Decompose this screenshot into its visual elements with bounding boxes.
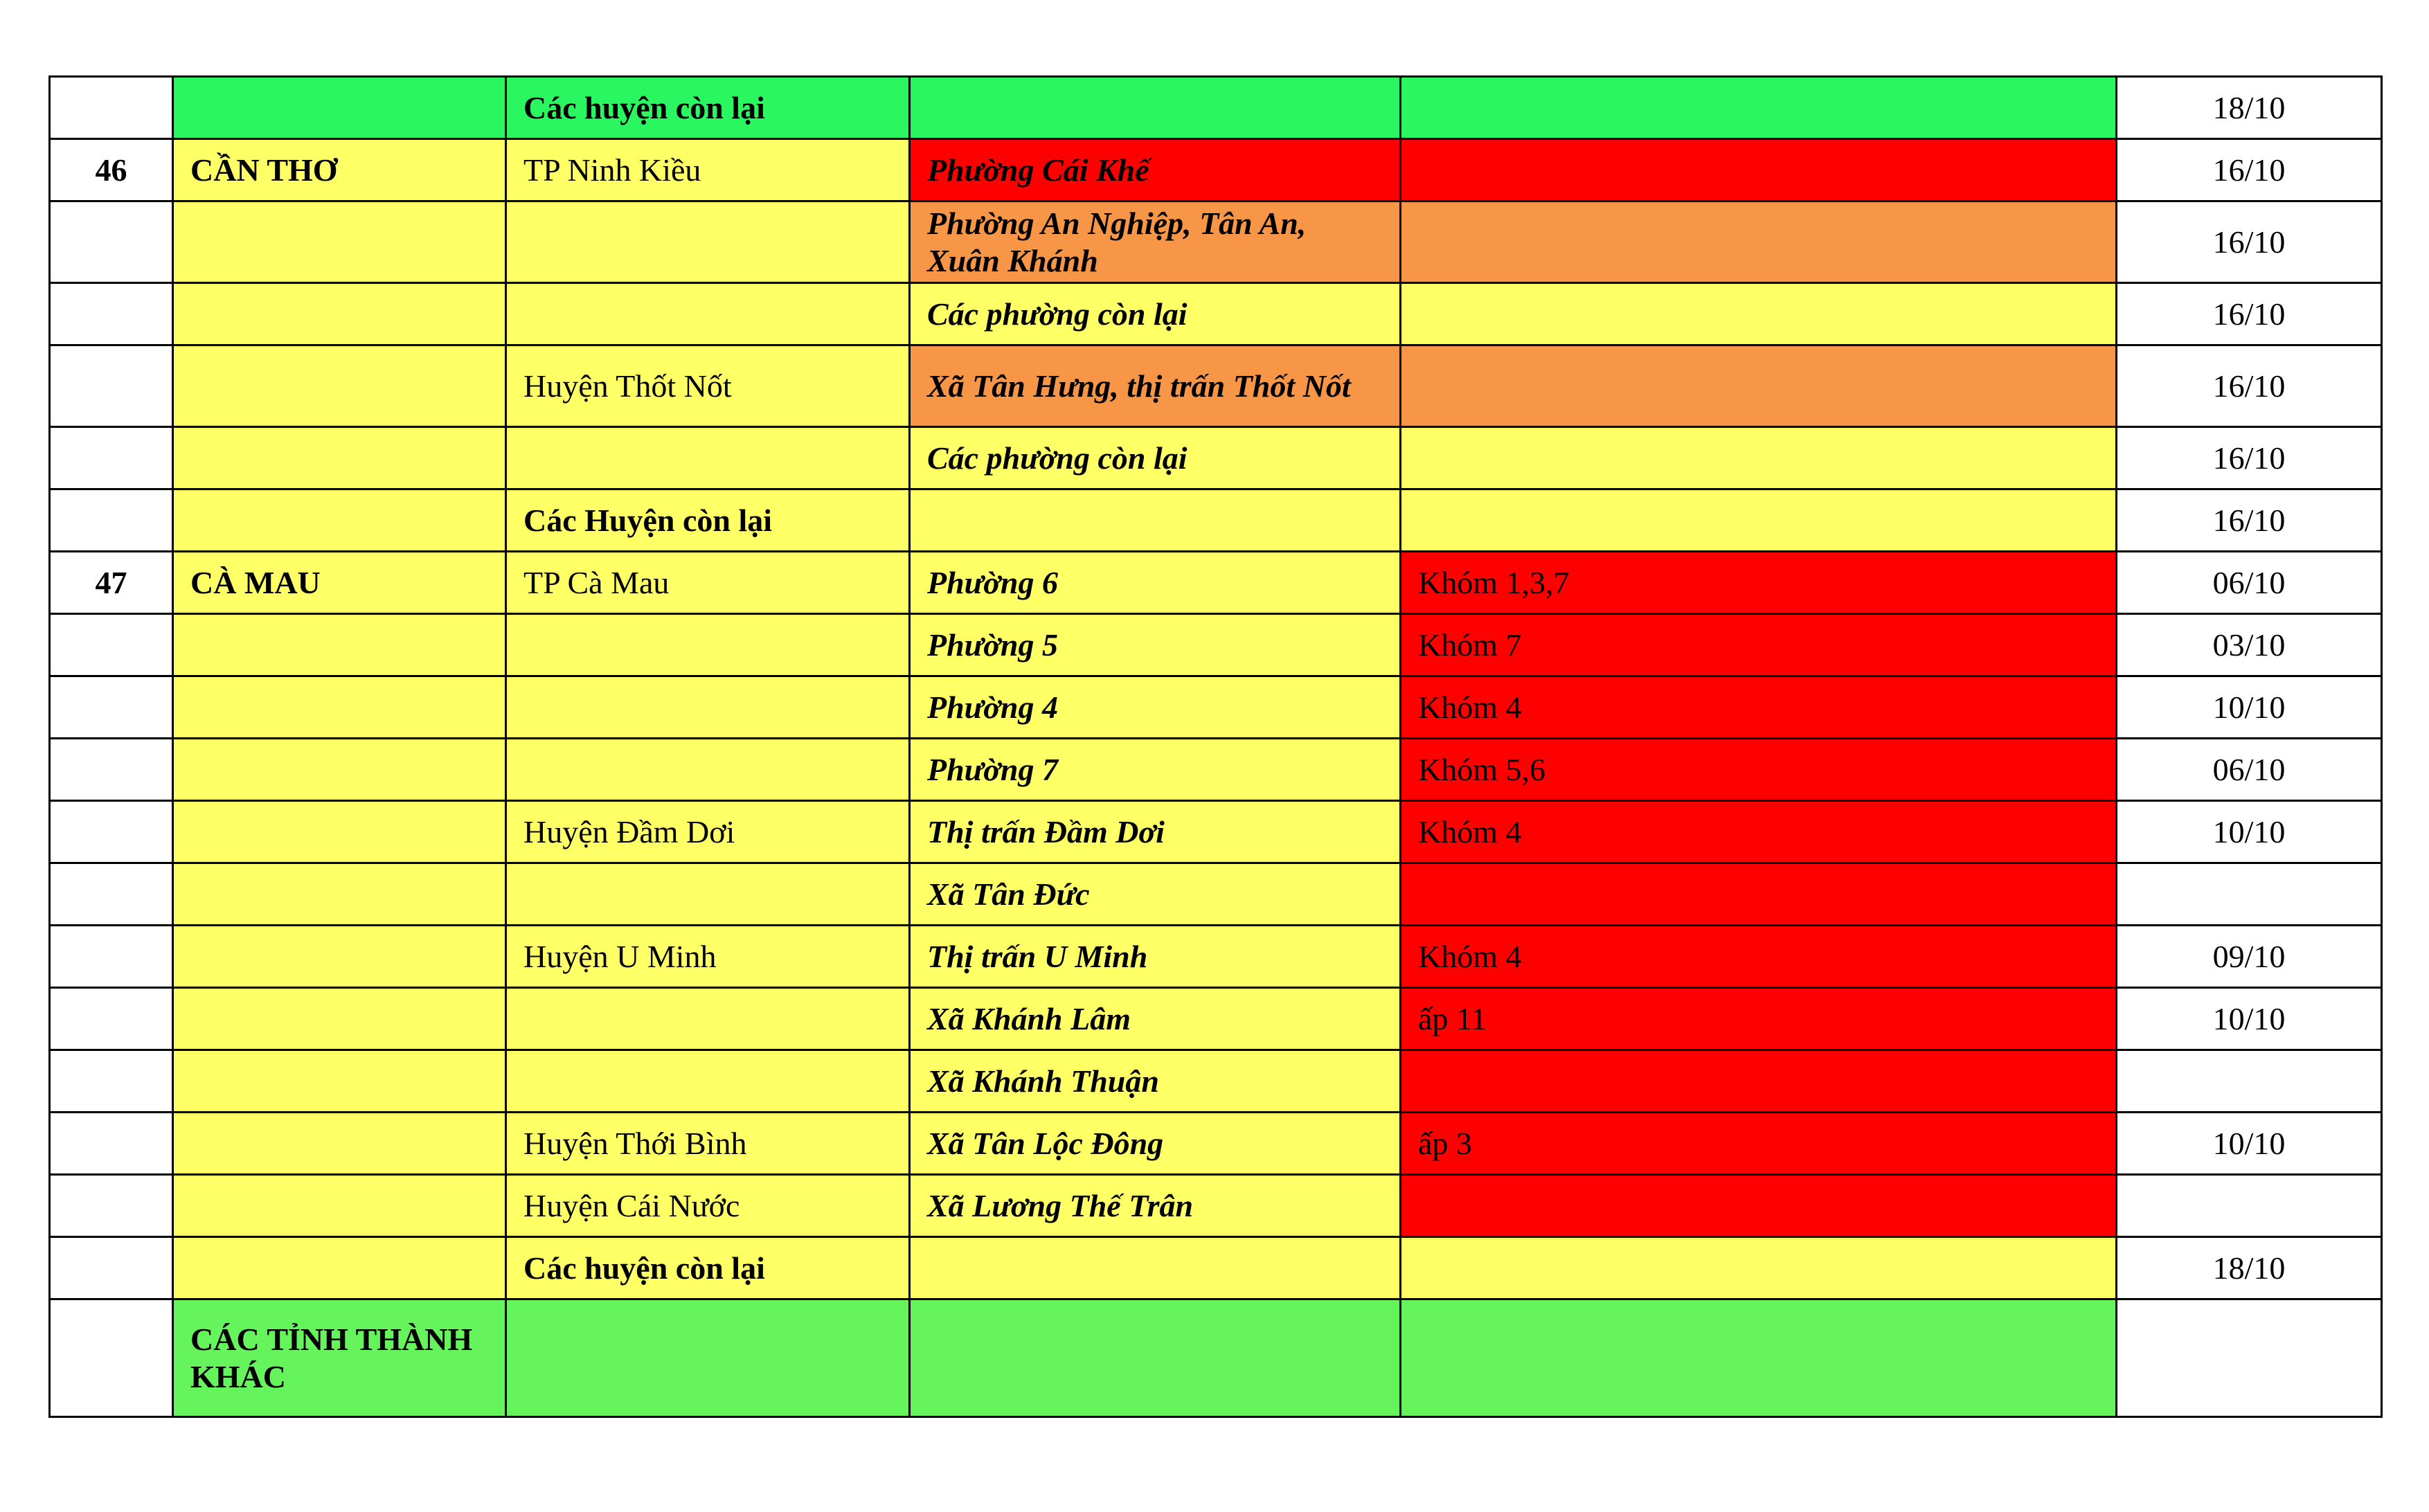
stt-cell bbox=[50, 1050, 173, 1113]
ward-cell: Các phường còn lại bbox=[910, 283, 1401, 345]
district-cell bbox=[506, 201, 910, 283]
area-cell bbox=[1401, 427, 2117, 489]
district-cell bbox=[506, 614, 910, 676]
ward-cell: Xã Lương Thế Trân bbox=[910, 1175, 1401, 1237]
stt-cell bbox=[50, 1299, 173, 1417]
district-cell bbox=[506, 1050, 910, 1113]
province-cell: CẦN THƠ bbox=[173, 139, 506, 201]
district-cell: Huyện Thốt Nốt bbox=[506, 345, 910, 427]
district-cell: Các huyện còn lại bbox=[506, 77, 910, 139]
table-row bbox=[50, 988, 2382, 1050]
province-cell bbox=[173, 1237, 506, 1299]
province-cell bbox=[173, 427, 506, 489]
table-body bbox=[50, 77, 2382, 1417]
table-row bbox=[50, 1113, 2382, 1175]
ward-cell: Phường Cái Khế bbox=[910, 139, 1401, 201]
district-cell: Các huyện còn lại bbox=[506, 1237, 910, 1299]
district-cell: TP Cà Mau bbox=[506, 552, 910, 614]
table-row bbox=[50, 1050, 2382, 1113]
ward-cell bbox=[910, 489, 1401, 552]
stt-cell bbox=[50, 801, 173, 863]
table-row bbox=[50, 283, 2382, 345]
date-cell: 03/10 bbox=[2117, 614, 2382, 676]
stt-cell bbox=[50, 614, 173, 676]
table-row bbox=[50, 1299, 2382, 1417]
district-cell: Huyện Cái Nước bbox=[506, 1175, 910, 1237]
date-cell: 18/10 bbox=[2117, 1237, 2382, 1299]
district-cell bbox=[506, 283, 910, 345]
province-cell bbox=[173, 676, 506, 739]
stt-cell: 47 bbox=[50, 552, 173, 614]
ward-cell: Xã Khánh Lâm bbox=[910, 988, 1401, 1050]
area-cell: Khóm 1,3,7 bbox=[1401, 552, 2117, 614]
table-row bbox=[50, 139, 2382, 201]
province-cell bbox=[173, 489, 506, 552]
district-cell bbox=[506, 1299, 910, 1417]
district-cell bbox=[506, 863, 910, 926]
province-cell bbox=[173, 863, 506, 926]
area-cell bbox=[1401, 1175, 2117, 1237]
table-row bbox=[50, 552, 2382, 614]
area-cell: ấp 3 bbox=[1401, 1113, 2117, 1175]
date-cell bbox=[2117, 1050, 2382, 1113]
stt-cell bbox=[50, 283, 173, 345]
table-row bbox=[50, 863, 2382, 926]
date-cell: 06/10 bbox=[2117, 552, 2382, 614]
table-row bbox=[50, 676, 2382, 739]
ward-cell bbox=[910, 1237, 1401, 1299]
province-cell: CÁC TỈNH THÀNH KHÁC bbox=[173, 1299, 506, 1417]
district-cell: TP Ninh Kiều bbox=[506, 139, 910, 201]
ward-cell: Thị trấn U Minh bbox=[910, 926, 1401, 988]
area-cell bbox=[1401, 139, 2117, 201]
stt-cell bbox=[50, 676, 173, 739]
province-cell bbox=[173, 283, 506, 345]
area-cell: ấp 11 bbox=[1401, 988, 2117, 1050]
date-cell: 10/10 bbox=[2117, 988, 2382, 1050]
district-cell: Huyện Đầm Dơi bbox=[506, 801, 910, 863]
district-cell bbox=[506, 427, 910, 489]
table-row bbox=[50, 345, 2382, 427]
date-cell: 06/10 bbox=[2117, 739, 2382, 801]
date-cell: 16/10 bbox=[2117, 139, 2382, 201]
province-cell bbox=[173, 1050, 506, 1113]
stt-cell bbox=[50, 926, 173, 988]
district-cell: Huyện Thới Bình bbox=[506, 1113, 910, 1175]
area-cell bbox=[1401, 345, 2117, 427]
stt-cell bbox=[50, 489, 173, 552]
date-cell: 18/10 bbox=[2117, 77, 2382, 139]
region-status-table bbox=[48, 75, 2383, 1418]
ward-cell: Phường An Nghiệp, Tân An, Xuân Khánh bbox=[910, 201, 1401, 283]
table-row bbox=[50, 489, 2382, 552]
area-cell bbox=[1401, 1237, 2117, 1299]
date-cell: 16/10 bbox=[2117, 489, 2382, 552]
table-row bbox=[50, 427, 2382, 489]
date-cell: 16/10 bbox=[2117, 201, 2382, 283]
area-cell bbox=[1401, 489, 2117, 552]
district-cell bbox=[506, 988, 910, 1050]
province-cell bbox=[173, 345, 506, 427]
area-cell: Khóm 4 bbox=[1401, 676, 2117, 739]
table-row bbox=[50, 739, 2382, 801]
table-row bbox=[50, 77, 2382, 139]
area-cell bbox=[1401, 1050, 2117, 1113]
ward-cell bbox=[910, 1299, 1401, 1417]
ward-cell: Xã Tân Lộc Đông bbox=[910, 1113, 1401, 1175]
date-cell: 09/10 bbox=[2117, 926, 2382, 988]
table-row bbox=[50, 614, 2382, 676]
stt-cell bbox=[50, 427, 173, 489]
area-cell bbox=[1401, 77, 2117, 139]
stt-cell bbox=[50, 988, 173, 1050]
date-cell: 10/10 bbox=[2117, 676, 2382, 739]
province-cell bbox=[173, 1113, 506, 1175]
stt-cell bbox=[50, 739, 173, 801]
ward-cell: Phường 4 bbox=[910, 676, 1401, 739]
table-row bbox=[50, 926, 2382, 988]
area-cell bbox=[1401, 283, 2117, 345]
date-cell: 16/10 bbox=[2117, 283, 2382, 345]
stt-cell bbox=[50, 345, 173, 427]
ward-cell: Phường 5 bbox=[910, 614, 1401, 676]
date-cell bbox=[2117, 863, 2382, 926]
province-cell bbox=[173, 77, 506, 139]
stt-cell bbox=[50, 201, 173, 283]
area-cell: Khóm 7 bbox=[1401, 614, 2117, 676]
district-cell: Các Huyện còn lại bbox=[506, 489, 910, 552]
date-cell bbox=[2117, 1299, 2382, 1417]
area-cell bbox=[1401, 1299, 2117, 1417]
area-cell bbox=[1401, 201, 2117, 283]
area-cell: Khóm 5,6 bbox=[1401, 739, 2117, 801]
date-cell: 16/10 bbox=[2117, 427, 2382, 489]
ward-cell: Phường 6 bbox=[910, 552, 1401, 614]
table-row bbox=[50, 801, 2382, 863]
ward-cell: Các phường còn lại bbox=[910, 427, 1401, 489]
ward-cell bbox=[910, 77, 1401, 139]
province-cell bbox=[173, 201, 506, 283]
table-row bbox=[50, 1237, 2382, 1299]
date-cell: 10/10 bbox=[2117, 801, 2382, 863]
district-cell: Huyện U Minh bbox=[506, 926, 910, 988]
province-cell bbox=[173, 988, 506, 1050]
ward-cell: Xã Khánh Thuận bbox=[910, 1050, 1401, 1113]
ward-cell: Phường 7 bbox=[910, 739, 1401, 801]
district-cell bbox=[506, 676, 910, 739]
district-cell bbox=[506, 739, 910, 801]
province-cell bbox=[173, 614, 506, 676]
province-cell bbox=[173, 1175, 506, 1237]
ward-cell: Xã Tân Hưng, thị trấn Thốt Nốt bbox=[910, 345, 1401, 427]
ward-cell: Xã Tân Đức bbox=[910, 863, 1401, 926]
stt-cell bbox=[50, 1175, 173, 1237]
table-row bbox=[50, 1175, 2382, 1237]
date-cell: 16/10 bbox=[2117, 345, 2382, 427]
stt-cell bbox=[50, 1113, 173, 1175]
area-cell: Khóm 4 bbox=[1401, 926, 2117, 988]
stt-cell bbox=[50, 863, 173, 926]
ward-cell: Thị trấn Đầm Dơi bbox=[910, 801, 1401, 863]
province-cell bbox=[173, 739, 506, 801]
province-cell bbox=[173, 926, 506, 988]
table-row bbox=[50, 201, 2382, 283]
province-cell bbox=[173, 801, 506, 863]
stt-cell: 46 bbox=[50, 139, 173, 201]
stt-cell bbox=[50, 1237, 173, 1299]
province-cell: CÀ MAU bbox=[173, 552, 506, 614]
stt-cell bbox=[50, 77, 173, 139]
area-cell bbox=[1401, 863, 2117, 926]
date-cell: 10/10 bbox=[2117, 1113, 2382, 1175]
area-cell: Khóm 4 bbox=[1401, 801, 2117, 863]
date-cell bbox=[2117, 1175, 2382, 1237]
